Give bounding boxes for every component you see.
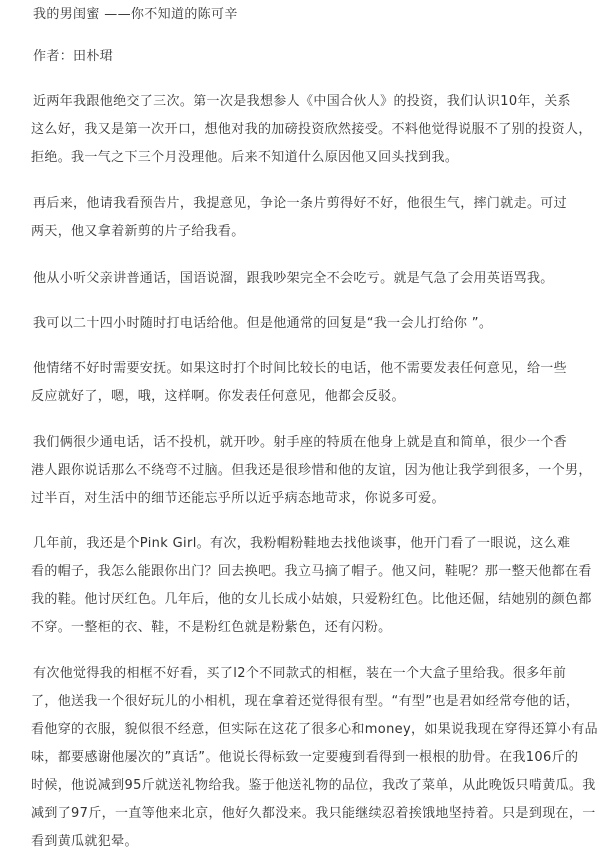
article-title: 我的男闺蜜 ——你不知道的陈可辛 bbox=[33, 7, 238, 22]
paragraph-line: 我的鞋。他讨厌红色。几年后，他的女儿长成小姑娘，只爱粉红色。比他还倔，结她别的颜色都 bbox=[31, 592, 592, 607]
paragraph-line: 他情绪不好时需要安抚。如果这时打个时间比较长的电话，他不需要发表任何意见，给一些 bbox=[33, 361, 568, 376]
paragraph-line: 我可以二十四小时随时打电话给他。但是他通常的回复是“我一会儿打给你 ”。 bbox=[33, 316, 493, 331]
paragraph-line: 味，都要感谢他屡次的”真话”。他说长得标致一定要瘦到看得到一根根的肋骨。在我106斤的 bbox=[31, 750, 579, 765]
paragraph-line: 他从小听父亲讲普通话，国语说溜，跟我吵架完全不会吃亏。就是气急了会用英语骂我。 bbox=[33, 271, 554, 286]
paragraph-line: 拒绝。我一气之下三个月没理他。后来不知道什么原因他又回头找到我。 bbox=[31, 150, 459, 165]
paragraph-line: 港人跟你说话那么不绕弯不过脑。但我还是很珍惜和他的友谊，因为他让我学到很多，一个男， bbox=[31, 463, 592, 478]
paragraph-line: 过半百，对生活中的细节还能忘乎所以近乎病态地苛求，你说多可爱。 bbox=[31, 491, 445, 506]
paragraph-line: 看到黄瓜就犯晕。 bbox=[31, 834, 138, 849]
paragraph-line: 有次他觉得我的相框不好看，买了l2个不同款式的相框，装在一个大盒子里给我。很多年前 bbox=[33, 666, 567, 681]
paragraph-line: 看他穿的衣服，貌似很不经意，但实际在这花了很多心和money，如果说我现在穿得还算小有品 bbox=[31, 722, 598, 737]
paragraph-line: 反应就好了，嗯，哦，这样啊。你发表任何意见，他都会反驳。 bbox=[31, 389, 405, 404]
paragraph-line: 时候，他说减到95斤就送礼物给我。鉴于他送礼物的品位，我改了菜单，从此晚饭只啃黄瓜。我 bbox=[31, 778, 596, 793]
paragraph-line: 减到了97斤，一直等他来北京，他好久都没来。我只能继续忍着挨饿地坚持着。只是到现在，一 bbox=[31, 806, 596, 821]
paragraph-line: 我们俩很少通电话，话不投机，就开吵。射手座的特质在他身上就是直和简单，很少一个香 bbox=[33, 435, 568, 450]
paragraph-line: 再后来，他请我看预告片，我提意见，争论一条片剪得好不好，他很生气，摔门就走。可过 bbox=[33, 196, 568, 211]
paragraph-line: 不穿。一整柜的衣、鞋，不是粉红色就是粉紫色，还有闪粉。 bbox=[31, 620, 392, 635]
paragraph-line: 近两年我跟他绝交了三次。第一次是我想参人《中国合伙人》的投资，我们认识10年，关系 bbox=[33, 94, 571, 109]
paragraph-line: 这么好，我又是第一次开口，想他对我的加磅投资欣然接受。不料他觉得说服不了别的投资人， bbox=[31, 122, 592, 137]
paragraph-line: 几年前，我还是个Pink Girl。有次，我粉帽粉鞋地去找他谈事，他开门看了一眼说，这么难 bbox=[33, 536, 571, 551]
paragraph-line: 了，他送我一个很好玩儿的小相机，现在拿着还觉得很有型。“有型”也是君如经常夸他的话， bbox=[31, 694, 580, 709]
paragraph-line: 两天，他又拿着新剪的片子给我看。 bbox=[31, 224, 245, 239]
paragraph-line: 看的帽子，我怎么能跟你出门？回去换吧。我立马摘了帽子。他又问，鞋呢？那一整天他都在看 bbox=[31, 564, 592, 579]
article-author: 作者：田朴珺 bbox=[33, 49, 114, 64]
